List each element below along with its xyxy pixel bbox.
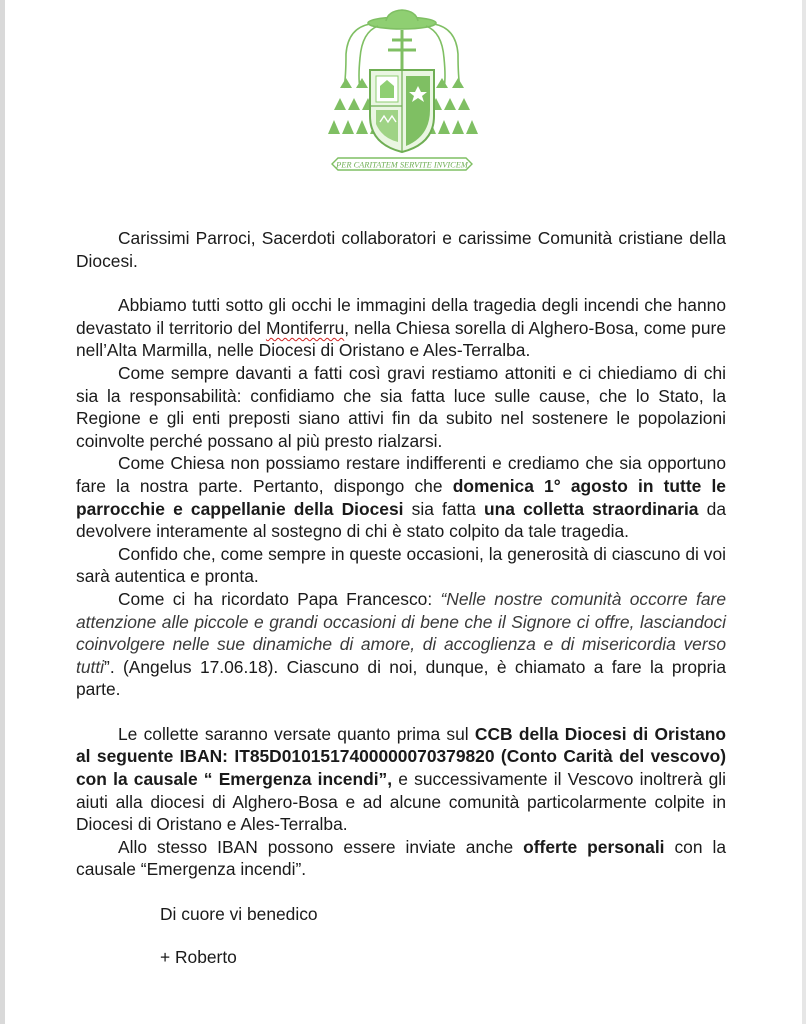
episcopal-coat-of-arms [318, 6, 486, 186]
page-right-edge [802, 0, 806, 1024]
paragraph-generosity: Confido che, come sempre in queste occasioni, la generosità di ciascuno di voi sarà autentica e pronta. [76, 543, 726, 587]
paragraph-personal-offers: Allo stesso IBAN possono essere inviate anche offerte personali con la causale “Emergenza incendi”. [76, 836, 726, 880]
letter-signature: + Roberto [160, 946, 237, 967]
pastoral-letter-body [76, 227, 726, 968]
paragraph-pope-quote: Come ci ha ricordato Papa Francesco: “Nelle nostre comunità occorre fare attenzione alle piccole e grandi occasioni di bene che il Signore ci offre, lasciandoci coinvolgere nelle sue dinamiche di amore, di accoglienza e di misericordia verso tutti”. (Angelus 17.06.18). Ciascuno di noi, dunque, è chiamato a fare la propria parte. [76, 588, 726, 700]
spellcheck-word: Montiferru [265, 317, 345, 338]
paragraph-iban: Le collette saranno versate quanto prima sul CCB della Diocesi di Oristano al seguente IBAN: IT85D0101517400000070379820 (Conto Carità del vescovo) con la causale “ Emergenza incendi”, e successivamente il Vescovo inoltrerà gli aiuti alla diocesi di Alghero-Bosa e ad alcune comunità particolarmente colpite in Diocesi di Oristano e Ales-Terralba. [76, 723, 727, 835]
paragraph-collection: Come Chiesa non possiamo restare indifferenti e crediamo che sia opportuno fare la nostra parte. Pertanto, dispongo che domenica 1° agosto in tutte le parrocchie e cappellanie della Diocesi sia fatta una colletta straordinaria da devolvere interamente al sostegno di chi è stato colpito da tale tragedia. [76, 453, 726, 542]
paragraph-responsibility: Come sempre davanti a fatti così gravi restiamo attoniti e ci chiediamo di chi sia la responsabilità: confidiamo che sia fatta luce sulle cause, che lo Stato, la Regione e gli enti preposti siano attivi fin da subito nel sostenere le popolazioni coinvolte perché possano al più presto rialzarsi. [76, 362, 726, 451]
page-left-edge [0, 0, 5, 1024]
pope-quote: “Nelle nostre comunità occorre fare attenzione alle piccole e grandi occasioni di bene che il Signore ci offre, lasciandoci coinvolgere nelle sue dinamiche di amore, di accoglienza e di misericordia verso tutti [76, 588, 726, 677]
letter-closing: Di cuore vi benedico [160, 904, 318, 925]
iban-details: CCB della Diocesi di Oristano al seguente IBAN: IT85D0101517400000070379820 (Conto Carità del vescovo) con la causale “ Emergenza incendi”, [76, 723, 726, 790]
letter-greeting: Carissimi Parroci, Sacerdoti collaboratori e carissime Comunità cristiane della Diocesi. [76, 228, 726, 271]
paragraph-tragedy: Abbiamo tutti sotto gli occhi le immagini della tragedia degli incendi che hanno devastato il territorio del Montiferru, nella Chiesa sorella di Alghero-Bosa, come pure nell’Alta Marmilla, nelle Diocesi di Oristano e Ales-Terralba. [76, 295, 726, 361]
svg-text:PER CARITATEM SERVITE INVICEM: PER CARITATEM SERVITE INVICEM [336, 160, 468, 170]
